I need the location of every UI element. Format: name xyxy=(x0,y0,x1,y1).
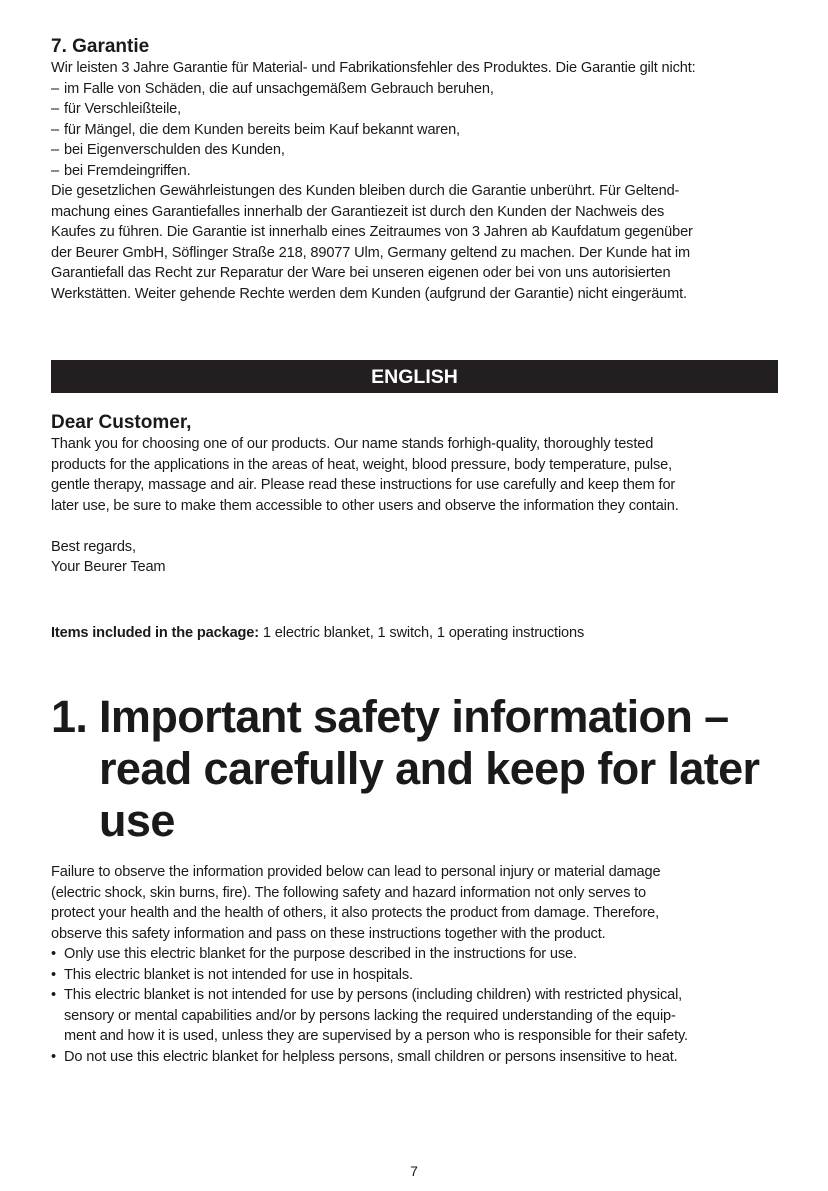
customer-body-line: gentle therapy, massage and air. Please read these instructions for use carefully and keep them for xyxy=(51,477,676,493)
safety-bullet xyxy=(51,1047,778,1068)
exclusion-item: – für Mängel, die dem Kunden bereits beim Kauf bekannt waren, xyxy=(51,120,778,141)
customer-body-line: products for the applications in the areas of heat, weight, blood pressure, body temperature, pulse, xyxy=(51,456,673,473)
safety-bullet-line: • Do not use this electric blanket for helpless persons, small children or persons insensitive to heat. xyxy=(64,1048,678,1065)
garantie-section xyxy=(51,36,778,304)
safety-bullet-line: • Only use this electric blanket for the purpose described in the instructions for use. xyxy=(64,946,577,962)
package-items: 1 electric blanket, 1 switch, 1 operating instructions xyxy=(258,625,585,641)
customer-body-line: later use, be sure to make them accessible to other users and observe the information they contain. xyxy=(51,497,679,514)
page-number: 7 xyxy=(410,1163,418,1179)
safety-title-line: use xyxy=(99,795,175,846)
safety-section xyxy=(51,862,778,1067)
safety-bullet xyxy=(51,944,778,965)
language-bar-english: ENGLISH xyxy=(51,360,778,393)
safety-heading-number: 1. xyxy=(51,691,88,742)
safety-bullet-line: • This electric blanket is not intended for use by persons (including children) with restricted physical, xyxy=(64,987,683,1003)
garantie-body-line: Garantiefall das Recht zur Reparatur der Ware bei unseren eigenen oder bei von uns autorisierten xyxy=(51,265,671,281)
garantie-body-line: machung eines Garantiefalles innerhalb der Garantiezeit ist durch den Kunden der Nachweis des xyxy=(51,203,665,220)
safety-bullet-line: sensory or mental capabilities and/or by persons lacking the required understanding of the equip- xyxy=(64,1007,676,1024)
closing-regards: Best regards, xyxy=(51,538,136,555)
exclusion-item: – bei Eigenverschulden des Kunden, xyxy=(51,140,778,161)
closing-team: Your Beurer Team xyxy=(51,559,166,575)
garantie-heading: 7. Garantie xyxy=(51,36,150,57)
safety-heading-title xyxy=(99,691,759,847)
safety-title-line: Important safety information – xyxy=(99,691,729,742)
safety-bullet-line: ment and how it is used, unless they are supervised by a person who is responsible for their safety. xyxy=(64,1028,688,1044)
garantie-body xyxy=(51,181,778,304)
exclusion-item: – für Verschleißteile, xyxy=(51,99,778,120)
safety-intro-line: Failure to observe the information provided below can lead to personal injury or material damage xyxy=(51,864,661,880)
package-contents xyxy=(51,623,778,644)
customer-section xyxy=(51,412,778,578)
garantie-body-line: Kaufes zu führen. Die Garantie ist innerhalb eines Zeitraumes von 3 Jahren ab Kaufdatum gegenüber xyxy=(51,224,693,240)
safety-bullet-line: • This electric blanket is not intended for use in hospitals. xyxy=(64,966,413,983)
safety-bullet xyxy=(51,985,778,1047)
exclusion-item: – im Falle von Schäden, die auf unsachgemäßem Gebrauch beruhen, xyxy=(51,79,778,100)
customer-body-line: Thank you for choosing one of our products. Our name stands forhigh-quality, thoroughly tested xyxy=(51,436,654,452)
safety-heading xyxy=(51,691,778,847)
garantie-body-line: Die gesetzlichen Gewährleistungen des Kunden bleiben durch die Garantie unberührt. Für Geltend- xyxy=(51,183,680,199)
garantie-exclusion-list xyxy=(51,79,778,182)
safety-title-line: read carefully and keep for later xyxy=(99,743,760,794)
safety-intro-line: (electric shock, skin burns, fire). The following safety and hazard information not only serves to xyxy=(51,884,647,901)
garantie-intro: Wir leisten 3 Jahre Garantie für Material- und Fabrikationsfehler des Produktes. Die Garantie gilt nicht: xyxy=(51,60,696,76)
safety-intro-line: observe this safety information and pass on these instructions together with the product. xyxy=(51,925,606,942)
garantie-body-line: der Beurer GmbH, Söflinger Straße 218, 89077 Ulm, Germany geltend zu machen. Der Kunde hat im xyxy=(51,244,691,261)
garantie-body-line: Werkstätten. Weiter gehende Rechte werden dem Kunden (aufgrund der Garantie) nicht eingeräumt. xyxy=(51,285,687,302)
package-label: Items included in the package: xyxy=(51,625,259,641)
customer-greeting: Dear Customer, xyxy=(51,412,192,433)
safety-bullet xyxy=(51,965,778,986)
exclusion-item: – bei Fremdeingriffen. xyxy=(51,161,778,182)
safety-intro-line: protect your health and the health of others, it also protects the product from damage. Therefore, xyxy=(51,905,660,921)
